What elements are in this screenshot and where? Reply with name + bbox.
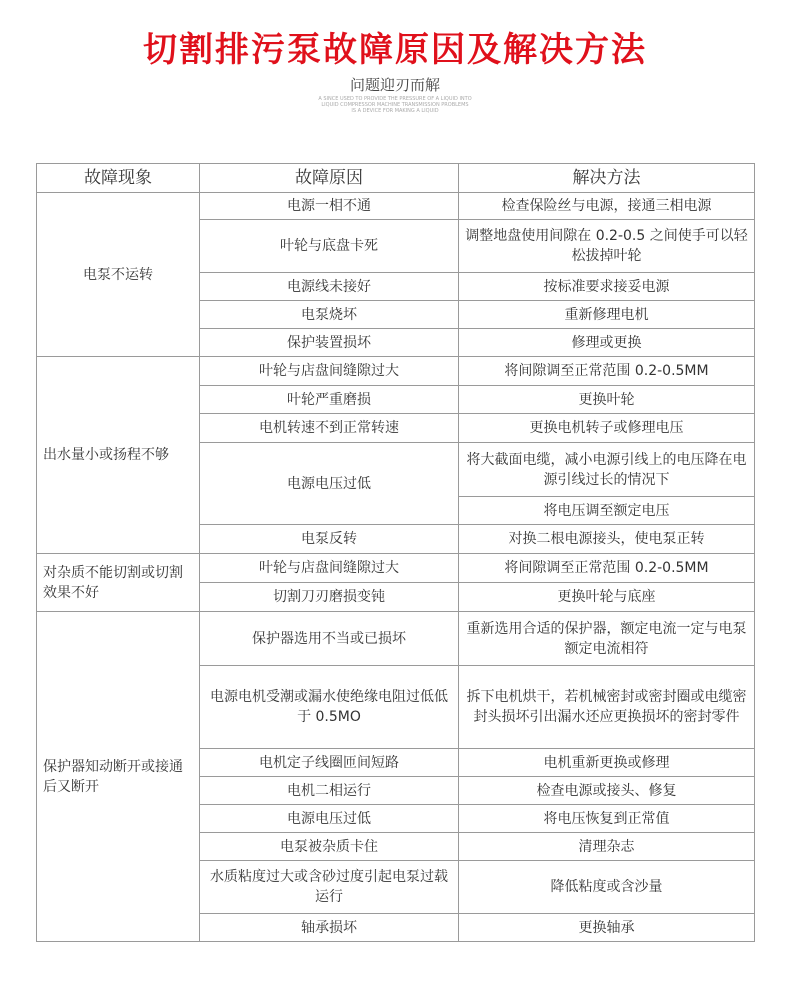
cause-cell: 水质粘度过大或含砂过度引起电泵过载运行 xyxy=(200,861,459,914)
fault-table xyxy=(36,163,755,942)
solution-cell: 调整地盘使用间隙在 0.2-0.5 之间使手可以轻松拔掉叶轮 xyxy=(459,220,755,273)
table-row xyxy=(37,554,755,583)
solution-cell: 清理杂志 xyxy=(459,833,755,861)
solution-cell: 检查电源或接头、修复 xyxy=(459,777,755,805)
solution-cell: 拆下电机烘干，若机械密封或密封圈或电缆密封头损坏引出漏水还应更换损坏的密封零件 xyxy=(459,666,755,749)
cause-cell: 电机二相运行 xyxy=(200,777,459,805)
tiny-caption-line: IS A DEVICE FOR MAKING A LIQUID xyxy=(351,108,439,114)
solution-cell: 更换电机转子或修理电压 xyxy=(459,414,755,443)
solution-cell: 将电压调至额定电压 xyxy=(459,497,755,525)
symptom-cell: 对杂质不能切割或切割效果不好 xyxy=(37,554,200,612)
solution-cell: 更换轴承 xyxy=(459,914,755,942)
cause-cell: 电泵反转 xyxy=(200,525,459,554)
solution-cell: 将间隙调至正常范围 0.2-0.5MM xyxy=(459,357,755,386)
solution-cell: 电机重新更换或修理 xyxy=(459,749,755,777)
cause-cell: 保护装置损坏 xyxy=(200,329,459,357)
table-row xyxy=(37,357,755,386)
solution-cell: 降低粘度或含沙量 xyxy=(459,861,755,914)
solution-cell: 重新修理电机 xyxy=(459,301,755,329)
symptom-cell: 电泵不运转 xyxy=(37,193,200,357)
cause-cell: 叶轮与底盘卡死 xyxy=(200,220,459,273)
solution-cell: 将电压恢复到正常值 xyxy=(459,805,755,833)
cause-cell: 电源电压过低 xyxy=(200,443,459,525)
cause-cell: 电泵被杂质卡住 xyxy=(200,833,459,861)
header-symptom: 故障现象 xyxy=(37,164,200,193)
symptom-cell: 保护器知动断开或接通后又断开 xyxy=(37,612,200,942)
symptom-cell: 出水量小或扬程不够 xyxy=(37,357,200,554)
table-row xyxy=(37,193,755,220)
table-header-row xyxy=(37,164,755,193)
cause-cell: 叶轮与店盘间缝隙过大 xyxy=(200,554,459,583)
solution-cell: 将大截面电缆，减小电源引线上的电压降在电源引线过长的情况下 xyxy=(459,443,755,497)
cause-cell: 电源电机受潮或漏水使绝缘电阻过低低于 0.5MO xyxy=(200,666,459,749)
cause-cell: 保护器选用不当或已损坏 xyxy=(200,612,459,666)
solution-cell: 将间隙调至正常范围 0.2-0.5MM xyxy=(459,554,755,583)
solution-cell: 更换叶轮与底座 xyxy=(459,583,755,612)
solution-cell: 按标准要求接妥电源 xyxy=(459,273,755,301)
solution-cell: 更换叶轮 xyxy=(459,386,755,414)
page-title: 切割排污泵故障原因及解决方法 xyxy=(143,30,647,70)
header-cause: 故障原因 xyxy=(200,164,459,193)
cause-cell: 电机转速不到正常转速 xyxy=(200,414,459,443)
solution-cell: 修理或更换 xyxy=(459,329,755,357)
tiny-caption-line: A SINCE USED TO PROVIDE THE PRESSURE OF A LIQUID INTO xyxy=(318,96,472,102)
cause-cell: 轴承损坏 xyxy=(200,914,459,942)
table-row xyxy=(37,612,755,666)
cause-cell: 电泵烧坏 xyxy=(200,301,459,329)
cause-cell: 电源电压过低 xyxy=(200,805,459,833)
cause-cell: 电源一相不通 xyxy=(200,193,459,220)
cause-cell: 电源线未接好 xyxy=(200,273,459,301)
tiny-caption-line: LIQUID COMPRESSOR MACHINE TRANSMISSION PROBLEMS xyxy=(321,102,469,108)
tiny-caption xyxy=(0,96,790,114)
cause-cell: 叶轮与店盘间缝隙过大 xyxy=(200,357,459,386)
solution-cell: 检查保险丝与电源，接通三相电源 xyxy=(459,193,755,220)
solution-cell: 对换二根电源接头，使电泵正转 xyxy=(459,525,755,554)
cause-cell: 切割刀刃磨损变钝 xyxy=(200,583,459,612)
solution-cell: 重新选用合适的保护器，额定电流一定与电泵额定电流相符 xyxy=(459,612,755,666)
header-solution: 解决方法 xyxy=(459,164,755,193)
cause-cell: 叶轮严重磨损 xyxy=(200,386,459,414)
cause-cell: 电机定子线圈匝间短路 xyxy=(200,749,459,777)
page-subtitle: 问题迎刃而解 xyxy=(349,76,440,94)
